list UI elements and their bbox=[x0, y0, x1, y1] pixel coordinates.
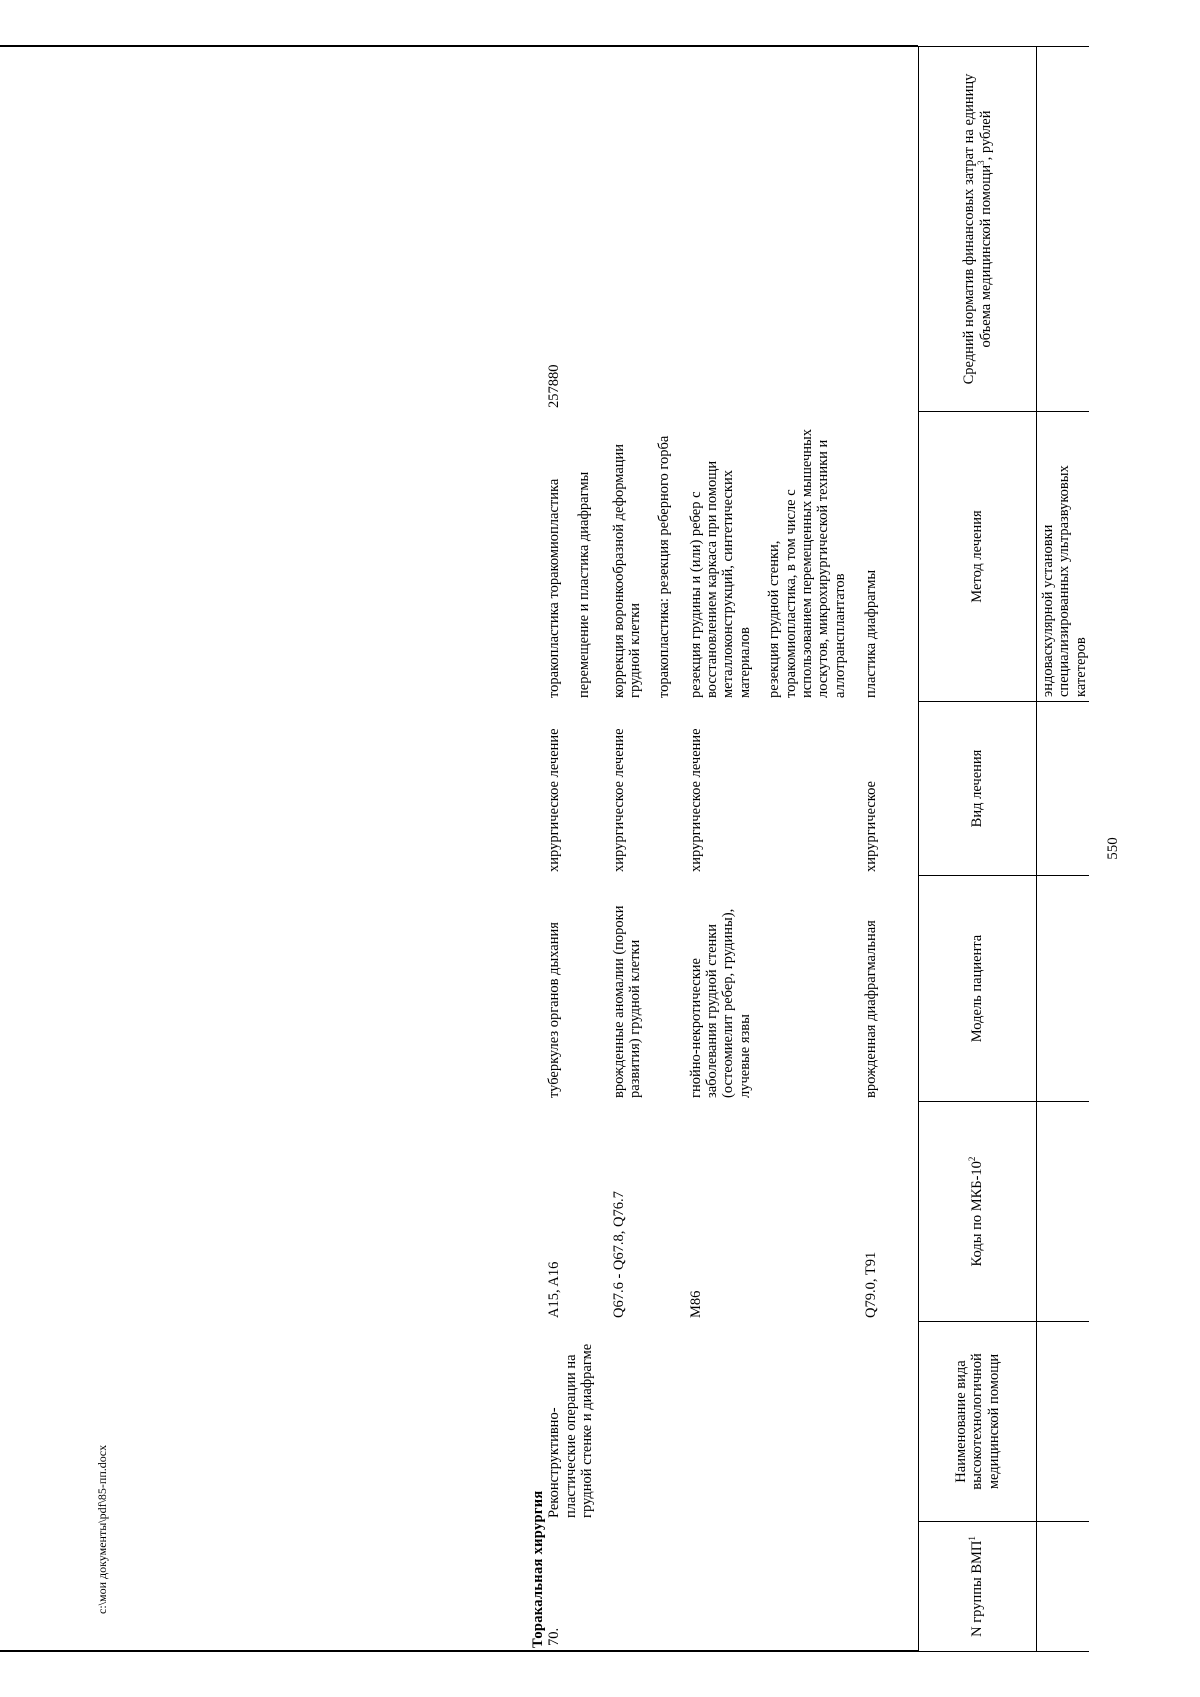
continuation-row bbox=[1037, 47, 1090, 1652]
row-codes: M86 bbox=[687, 1290, 704, 1318]
table-left-rule bbox=[0, 1651, 918, 1653]
method-item: резекция грудной стенки, торакомиопластика, в том числе с использованием перемещенных мышечных лоскутов, микрохирургической техники и аллотрансплантатов bbox=[766, 428, 848, 698]
section-heading: Торакальная хирургия bbox=[530, 1490, 546, 1648]
method-item: пластика диафрагмы bbox=[863, 569, 879, 698]
group-cost: 257880 bbox=[546, 364, 563, 408]
continuation-method: эндоваскулярной установки специализированных ультразвуковых катетеров bbox=[1037, 412, 1090, 702]
header-method: Метод лечения bbox=[919, 412, 1037, 702]
row-treatment-type: хирургическое лечение bbox=[687, 728, 704, 872]
row-patient-model: туберкулез органов дыхания bbox=[546, 922, 563, 1098]
row-codes: A15, A16 bbox=[546, 1261, 563, 1318]
group-name: Реконструктивно-пластические операции на грудной стенке и диафрагме bbox=[546, 1343, 596, 1518]
footer-path: c:\мои документы\pdf\85-пп.docx bbox=[95, 1444, 109, 1614]
row-patient-model: врожденная диафрагмальная bbox=[863, 920, 879, 1098]
header-name: Наименование вида высокотехнологичной медицинской помощи bbox=[919, 1322, 1037, 1522]
vmp-table-body bbox=[530, 47, 879, 1652]
header-group-no: N группы ВМП$^1$ bbox=[919, 1522, 1037, 1652]
table-row bbox=[596, 47, 673, 1652]
row-patient-model: врожденные аномалии (пороки развития) грудной клетки bbox=[610, 905, 643, 1098]
row-patient-model: гнойно-некротические заболевания грудной стенки (остеомиелит ребер, грудины), лучевые язвы bbox=[687, 908, 753, 1098]
method-item: перемещение и пластика диафрагмы bbox=[575, 471, 592, 698]
table-row bbox=[546, 47, 595, 1652]
method-item: торакопластика: резекция реберного горба bbox=[656, 435, 673, 698]
row-codes: Q79.0, T91 bbox=[863, 1251, 879, 1318]
table-row bbox=[848, 47, 879, 1652]
section-heading-row bbox=[530, 47, 546, 1652]
method-item: резекция грудины и (или) ребер с восстановлением каркаса при помощи металлоконструкций, синтетических материалов bbox=[687, 460, 753, 698]
row-method bbox=[546, 412, 595, 702]
method-item: торакопластика торакомиопластика bbox=[546, 478, 563, 698]
row-treatment-type: хирургическое лечение bbox=[546, 728, 563, 872]
method-item: коррекция воронкообразной деформации грудной клетки bbox=[610, 443, 643, 698]
row-method bbox=[673, 412, 848, 702]
header-treatment-type: Вид лечения bbox=[919, 702, 1037, 876]
row-codes: Q67.6 - Q67.8, Q76.7 bbox=[610, 1191, 627, 1318]
header-codes: Коды по МКБ-$10^2$ bbox=[919, 1102, 1037, 1322]
table-row bbox=[673, 47, 848, 1652]
group-number: 70. bbox=[546, 1627, 563, 1646]
header-patient-model: Модель пациента bbox=[919, 876, 1037, 1102]
header-cost: Средний норматив финансовых затрат на единицу объема медицинской помощи$^3$, рублей bbox=[919, 47, 1037, 412]
row-treatment-type: хирургическое лечение bbox=[610, 728, 627, 872]
row-method bbox=[596, 412, 673, 702]
row-method bbox=[848, 412, 879, 702]
table-header-row bbox=[919, 47, 1037, 1652]
vmp-table bbox=[918, 46, 1089, 1652]
row-treatment-type: хирургическое bbox=[863, 781, 879, 872]
table-right-rule bbox=[0, 46, 918, 48]
page-number: 550 bbox=[1105, 837, 1121, 860]
